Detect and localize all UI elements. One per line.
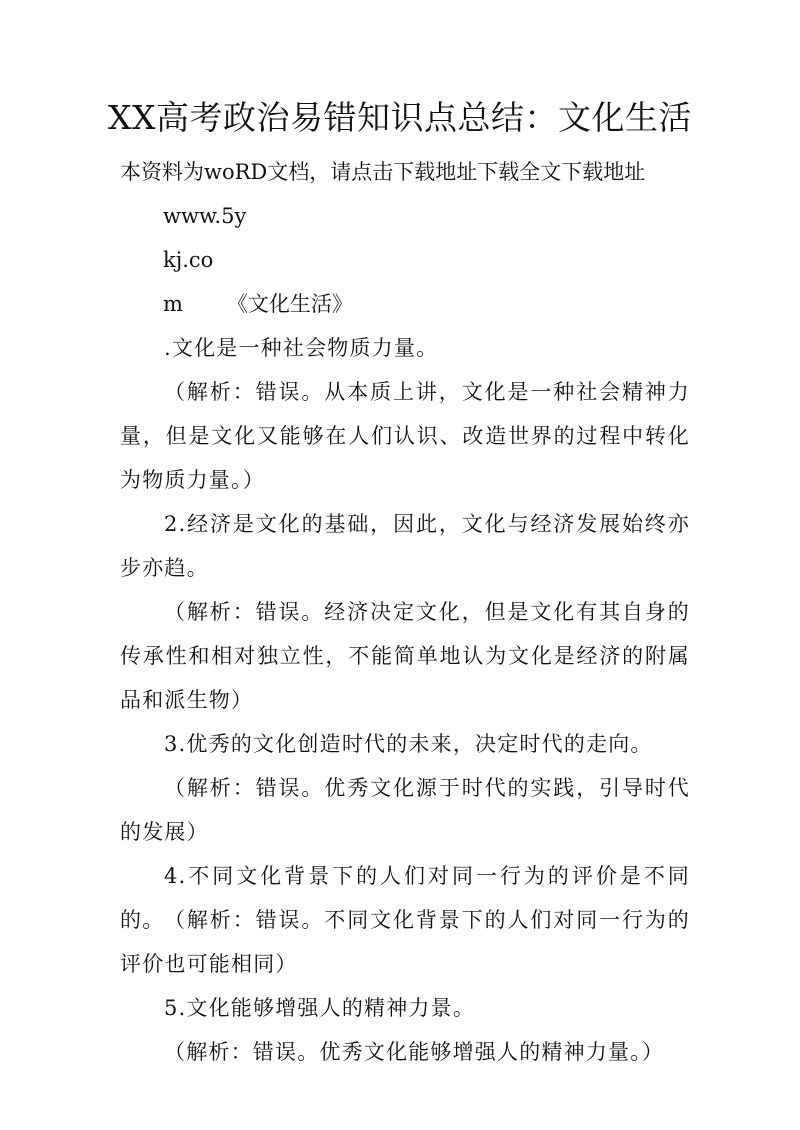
download-url-part-2[interactable]: kj.co: [163, 248, 214, 272]
statement-1: .文化是一种社会物质力量。: [164, 336, 439, 360]
explanation-4: （解析：错误。不同文化背景下的人们对同一行为的评价也可能相同）: [120, 908, 690, 976]
statement-2: 2.经济是文化的基础，因此，文化与经济发展始终亦步亦趋。: [120, 512, 690, 580]
download-url-part-1[interactable]: www.5y: [163, 204, 247, 228]
page-title: XX高考政治易错知识点总结：文化生活: [108, 98, 692, 137]
intro-text: 本资料为woRD文档，请点击下载地址下载全文下载地址: [120, 160, 646, 184]
explanation-2: （解析：错误。经济决定文化，但是文化有其自身的传承性和相对独立性，不能简单地认为文化是经济的附属品和派生物）: [120, 600, 690, 712]
explanation-3: （解析：错误。优秀文化源于时代的实践，引导时代的发展）: [120, 776, 690, 844]
explanation-1: （解析：错误。从本质上讲，文化是一种社会精神力量，但是文化又能够在人们认识、改造世界的过程中转化为物质力量。）: [120, 380, 690, 492]
download-url-part-3[interactable]: m: [163, 292, 183, 316]
statement-3: 3.优秀的文化创造时代的未来，决定时代的走向。: [164, 732, 653, 756]
explanation-5: （解析：错误。优秀文化能够增强人的精神力量。）: [164, 1040, 665, 1064]
statement-4: 4.不同文化背景下的人们对同一行为的评价是不同的。: [120, 864, 690, 932]
url-and-section-line: [163, 282, 353, 326]
statement-5: 5.文化能够增强人的精神力景。: [164, 996, 476, 1020]
section-title: 《文化生活》: [226, 292, 353, 316]
